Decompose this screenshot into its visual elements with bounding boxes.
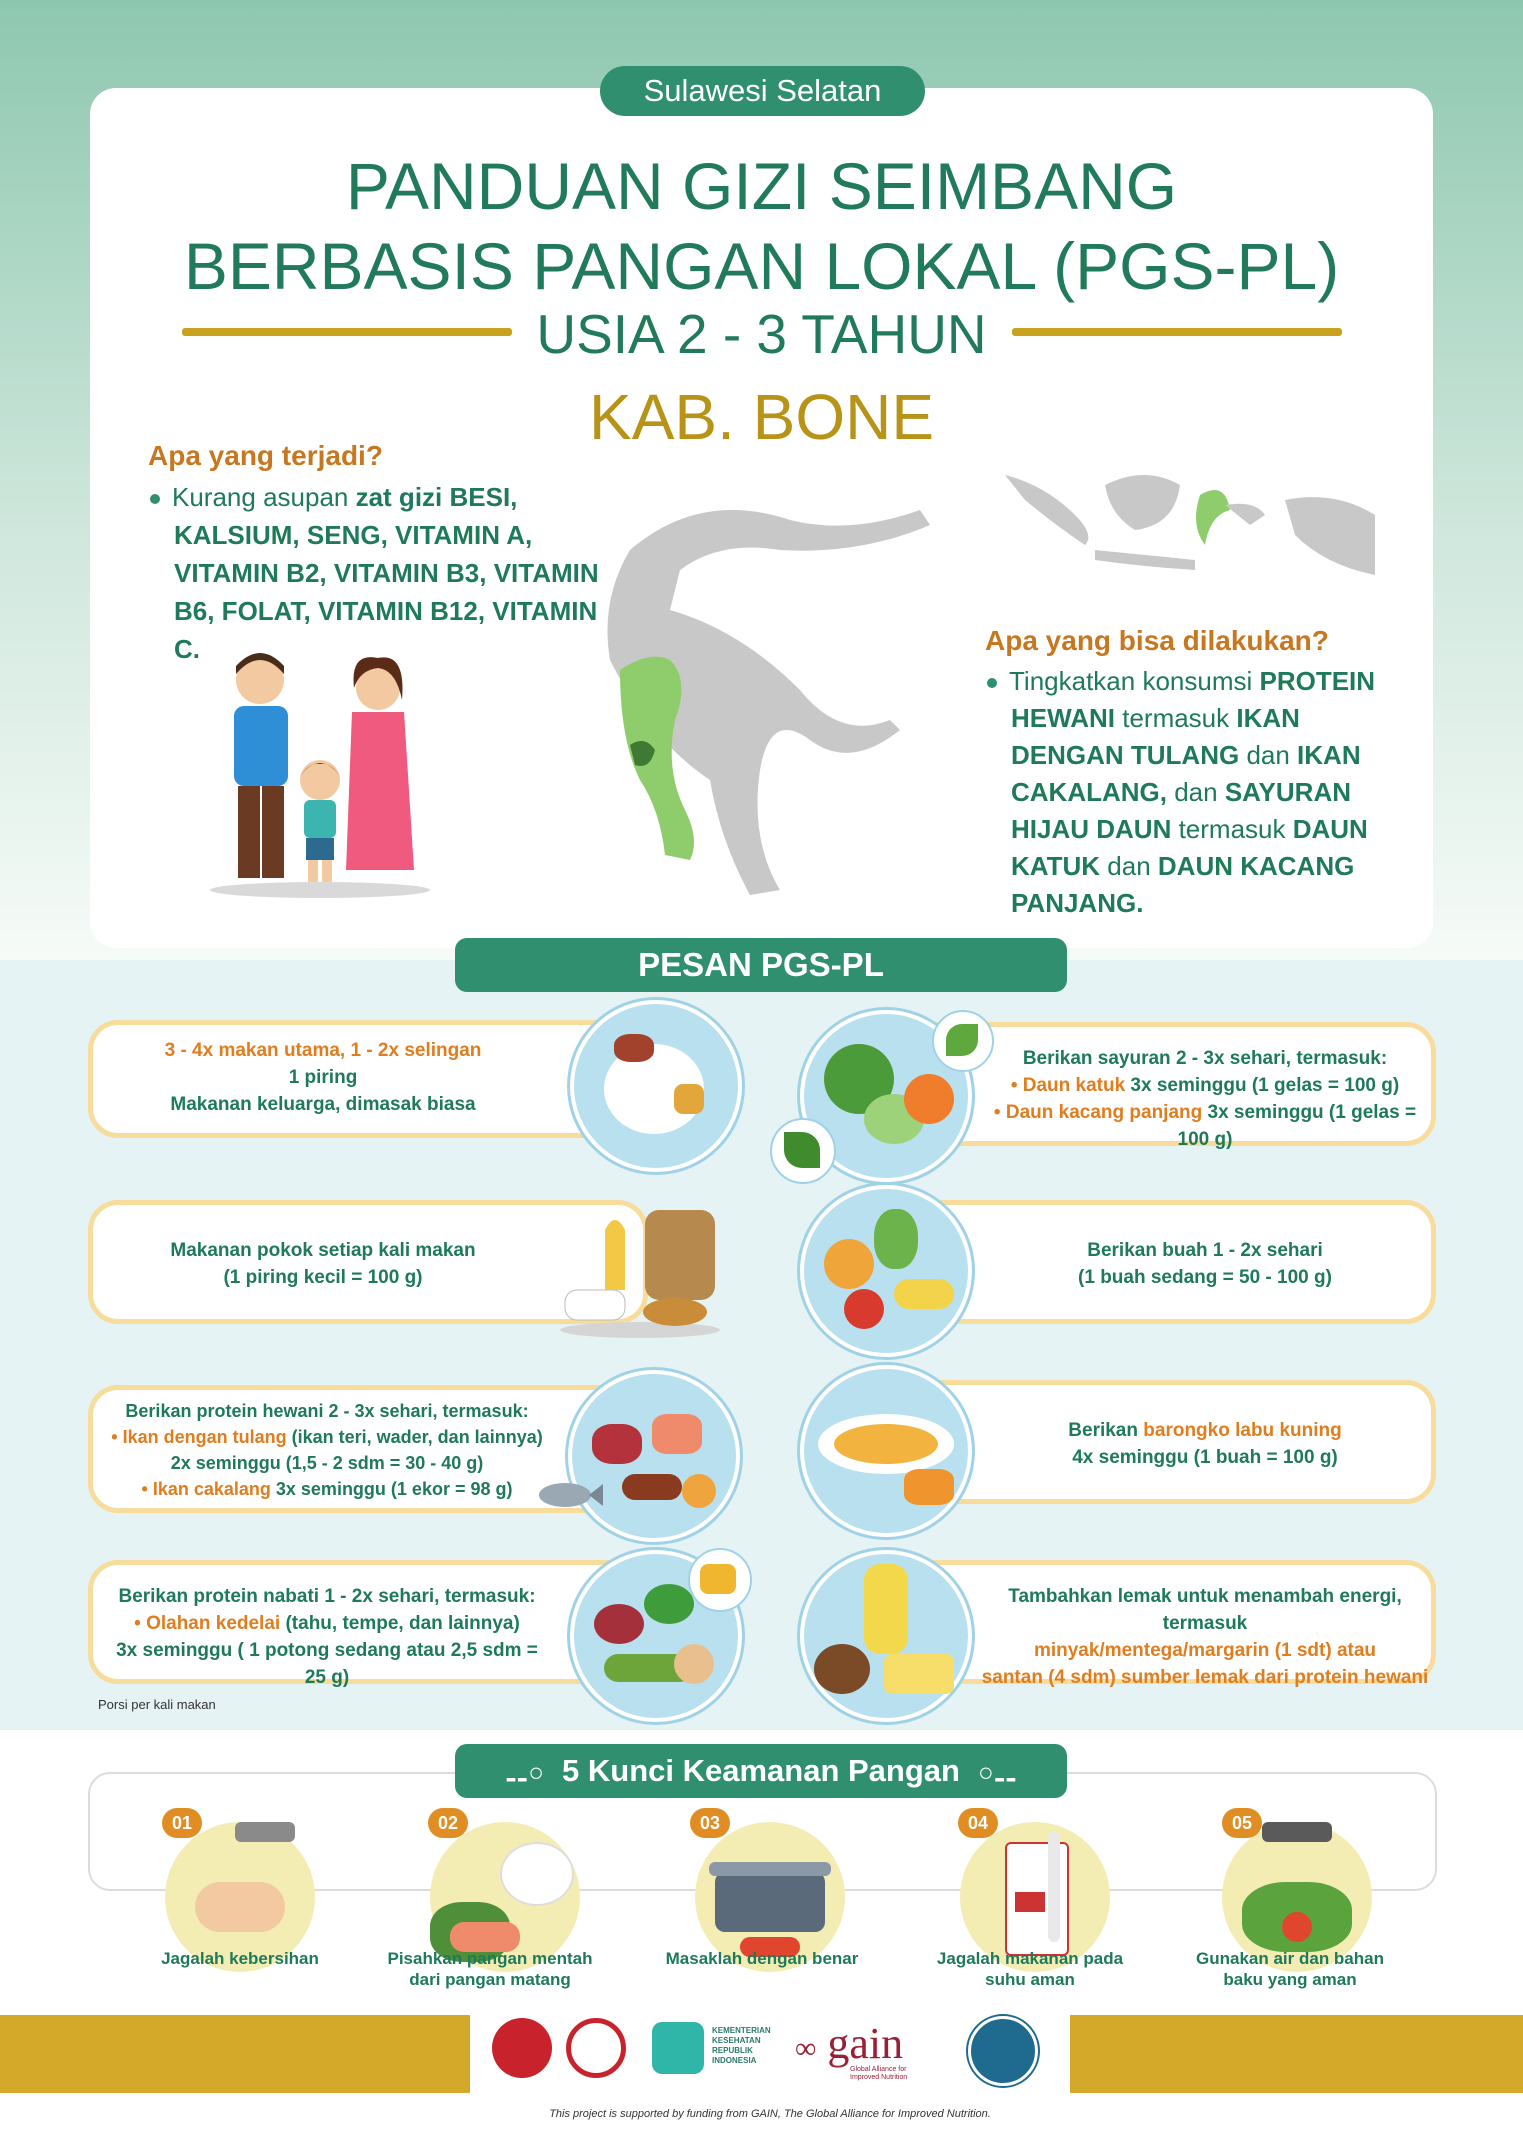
problem-text: Kurang asupan zat gizi BESI, KALSIUM, SENG, VITAMIN A, VITAMIN B2, VITAMIN B3, VITAMIN B6, FOLAT, VITAMIN B12, VITAMIN C. bbox=[148, 478, 618, 668]
step-label: Masaklah dengan benar bbox=[665, 1949, 859, 1968]
gain-logo: ∞ gain bbox=[795, 2019, 904, 2068]
problem-heading: Apa yang terjadi? bbox=[148, 440, 383, 471]
portion-note: Porsi per kali makan bbox=[98, 1697, 216, 1712]
pesan-card-fruit: Berikan buah 1 - 2x sehari (1 buah sedang = 50 - 100 g) bbox=[880, 1200, 1436, 1324]
regional-logo-icon bbox=[968, 2016, 1038, 2086]
divider-left bbox=[182, 328, 512, 336]
family-illustration bbox=[200, 640, 440, 900]
support-credit: This project is supported by funding from GAIN, The Global Alliance for Improved Nutrition. bbox=[549, 2108, 991, 2120]
barongko-icon bbox=[800, 1365, 972, 1537]
solution-section bbox=[985, 625, 1405, 922]
corn-icon bbox=[688, 1548, 752, 1612]
staple-food-icon bbox=[555, 1190, 725, 1340]
sulawesi-map bbox=[590, 480, 990, 900]
seal-logo-icon bbox=[566, 2018, 626, 2078]
step-number: 04 bbox=[958, 1808, 998, 1838]
pesan-title: PESAN PGS-PL bbox=[455, 938, 1067, 992]
pesan-card-barongko: Berikan barongko labu kuning 4x seminggu (1 buah = 100 g) bbox=[880, 1380, 1436, 1504]
pesan-card-plant-protein: Berikan protein nabati 1 - 2x sehari, termasuk: • Olahan kedelai (tahu, tempe, dan lainnya) 3x seminggu ( 1 potong sedang atau 2,5 sdm = 25 g) bbox=[88, 1560, 648, 1684]
page-title-line1: PANDUAN GIZI SEIMBANG bbox=[345, 149, 1178, 223]
problem-section bbox=[148, 440, 618, 668]
solution-heading: Apa yang bisa dilakukan? bbox=[985, 625, 1329, 656]
kemenkes-text: KEMENTERIAN KESEHATAN REPUBLIK INDONESIA bbox=[712, 2026, 771, 2065]
fruit-icon bbox=[800, 1185, 972, 1357]
step-label: Jagalah makanan pada suhu aman bbox=[936, 1949, 1124, 1989]
divider-right bbox=[1012, 328, 1342, 336]
indonesia-map bbox=[995, 455, 1385, 595]
kemenkes-logo-icon bbox=[652, 2022, 704, 2074]
bullet-icon bbox=[150, 494, 160, 504]
pesan-card-staple: Makanan pokok setiap kali makan (1 piring kecil = 100 g) bbox=[88, 1200, 648, 1324]
pesan-card-main-meal: 3 - 4x makan utama, 1 - 2x selingan 1 piring Makanan keluarga, dimasak biasa bbox=[88, 1020, 648, 1138]
step-number: 05 bbox=[1222, 1808, 1262, 1838]
pesan-card-animal-protein: Berikan protein hewani 2 - 3x sehari, termasuk: • Ikan dengan tulang (ikan teri, wader, dan lainnya) 2x seminggu (1,5 - 2 sdm = 30 - 40 g) • Ikan cakalang 3x seminggu (1 ekor = 98 g) bbox=[88, 1385, 648, 1513]
solution-text: Tingkatkan konsumsi PROTEIN HEWANI termasuk IKAN DENGAN TULANG dan IKAN CAKALANG, dan SAYURAN HIJAU DAUN termasuk DAUN KATUK dan DAUN KACANG PANJANG. bbox=[985, 663, 1405, 922]
leaf-icon bbox=[770, 1118, 836, 1184]
gain-subtext: Global Alliance for Improved Nutrition bbox=[850, 2066, 908, 2081]
gear-logo-icon bbox=[492, 2018, 552, 2078]
rice-plate-icon bbox=[570, 1000, 742, 1172]
bullet-icon bbox=[987, 678, 997, 688]
key-icon: ⚋○ bbox=[505, 1757, 545, 1787]
age-subtitle: USIA 2 - 3 TAHUN bbox=[536, 303, 987, 365]
pesan-card-vegetables: Berikan sayuran 2 - 3x sehari, termasuk: • Daun katuk 3x seminggu (1 gelas = 100 g) • Daun kacang panjang 3x seminggu (1 gelas = 100 g) bbox=[880, 1022, 1436, 1146]
step-number: 03 bbox=[690, 1808, 730, 1838]
page-title-line2: BERBASIS PANGAN LOKAL (PGS-PL) bbox=[183, 229, 1340, 303]
step-number: 01 bbox=[162, 1808, 202, 1838]
kunci-title: ⚋○ 5 Kunci Keamanan Pangan ○⚋ bbox=[455, 1744, 1067, 1798]
district-name: KAB. BONE bbox=[589, 381, 934, 453]
oil-icon bbox=[800, 1550, 972, 1722]
herb-icon bbox=[932, 1010, 994, 1072]
step-label: Pisahkan pangan mentah dari pangan matang bbox=[387, 1949, 593, 1989]
fish-icon bbox=[535, 1470, 605, 1520]
key-icon: ○⚋ bbox=[977, 1757, 1017, 1787]
region-badge: Sulawesi Selatan bbox=[600, 66, 925, 116]
pesan-card-fat: Tambahkan lemak untuk menambah energi, termasuk minyak/mentega/margarin (1 sdt) atau santan (4 sdm) sumber lemak dari protein hewani bbox=[880, 1560, 1436, 1684]
step-number: 02 bbox=[428, 1808, 468, 1838]
step-label: Gunakan air dan bahan baku yang aman bbox=[1196, 1949, 1384, 1989]
step-label: Jagalah kebersihan bbox=[161, 1949, 319, 1968]
